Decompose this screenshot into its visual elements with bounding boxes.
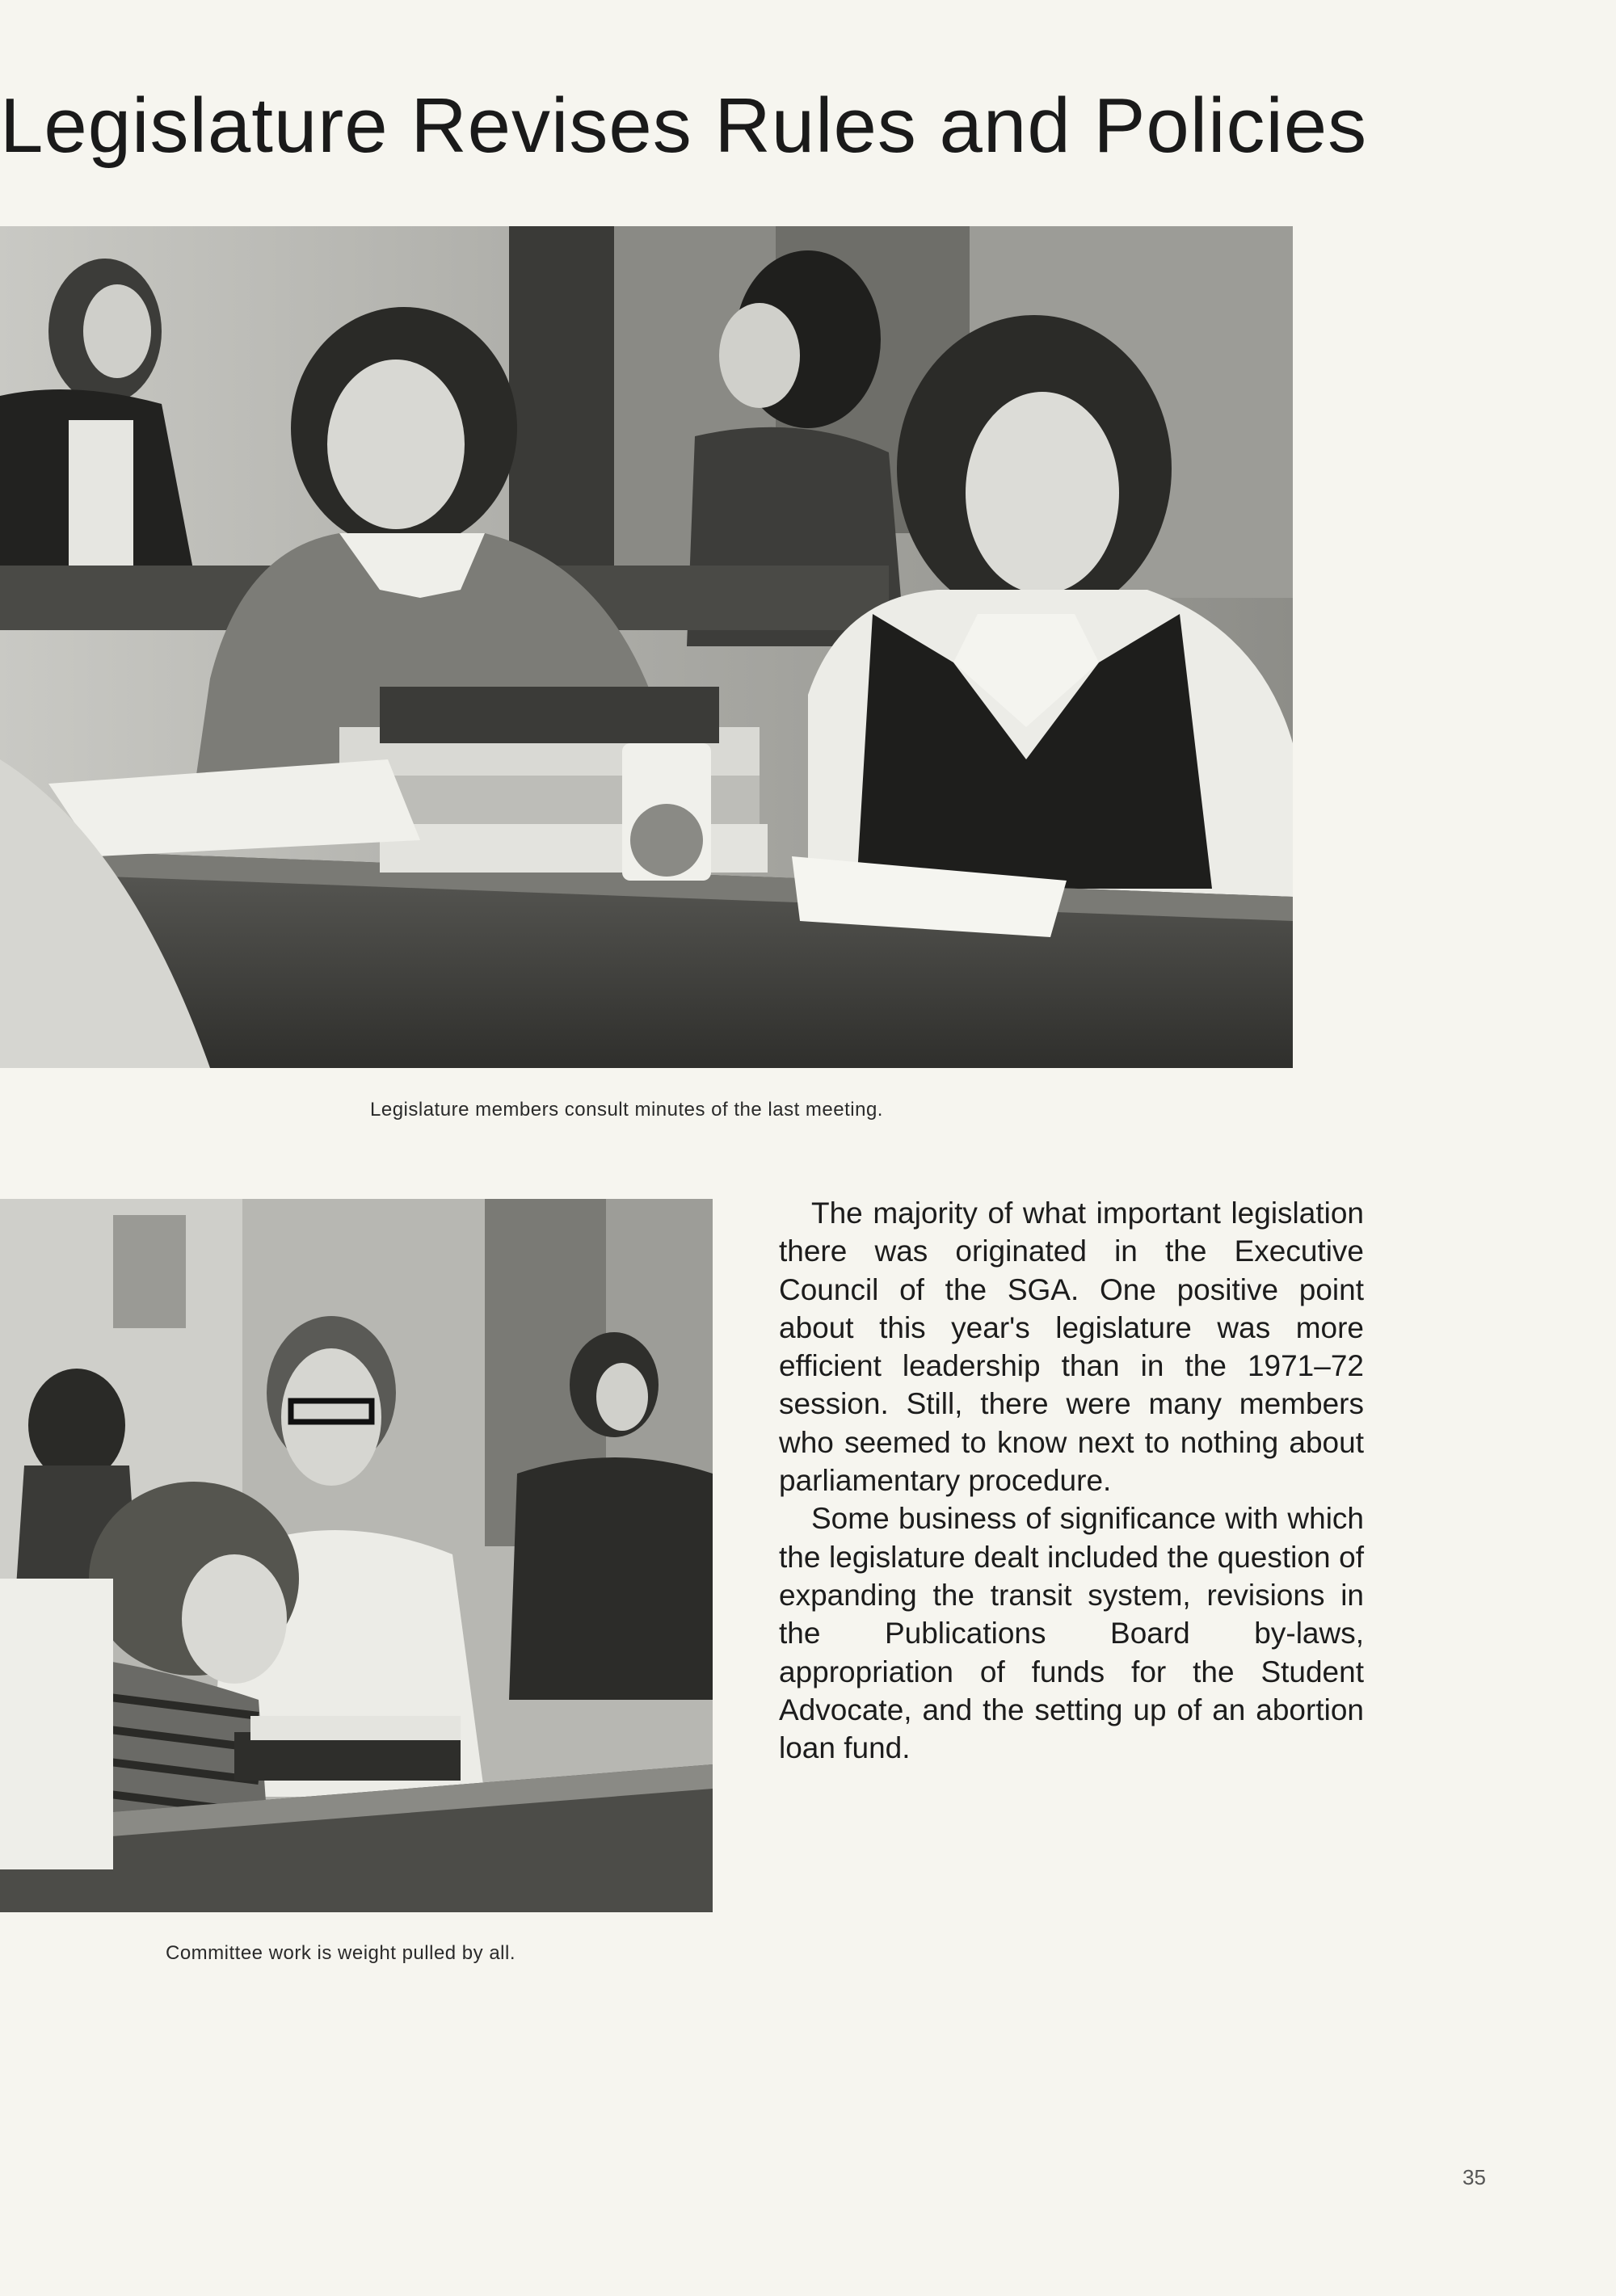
- page-title: Legislature Revises Rules and Policies: [0, 82, 1368, 169]
- legislature-members-photo: [0, 226, 1293, 1068]
- page-number: 35: [1462, 2165, 1486, 2189]
- article-paragraph: The majority of what important legislation there was originated in the Executive Council of the SGA. One positive point about this year's legislature was more efficient leadership than in the 1971–72 session. Still, there were many members who seemed to know next to nothing about parliamentary procedure.: [779, 1196, 1364, 1498]
- article-body: [779, 1194, 1364, 1767]
- top-photo-caption: Legislature members consult minutes of the last meeting.: [370, 1099, 883, 1121]
- article-paragraph: Some business of significance with which the legislature dealt included the question of expanding the transit system, revisions in the Publications Board by-laws, appropriation of funds for the Student Advocate, and the setting up of an abortion loan fund.: [779, 1502, 1364, 1765]
- bottom-photo-caption: Committee work is weight pulled by all.: [166, 1942, 516, 1964]
- committee-work-photo: [0, 1199, 713, 1912]
